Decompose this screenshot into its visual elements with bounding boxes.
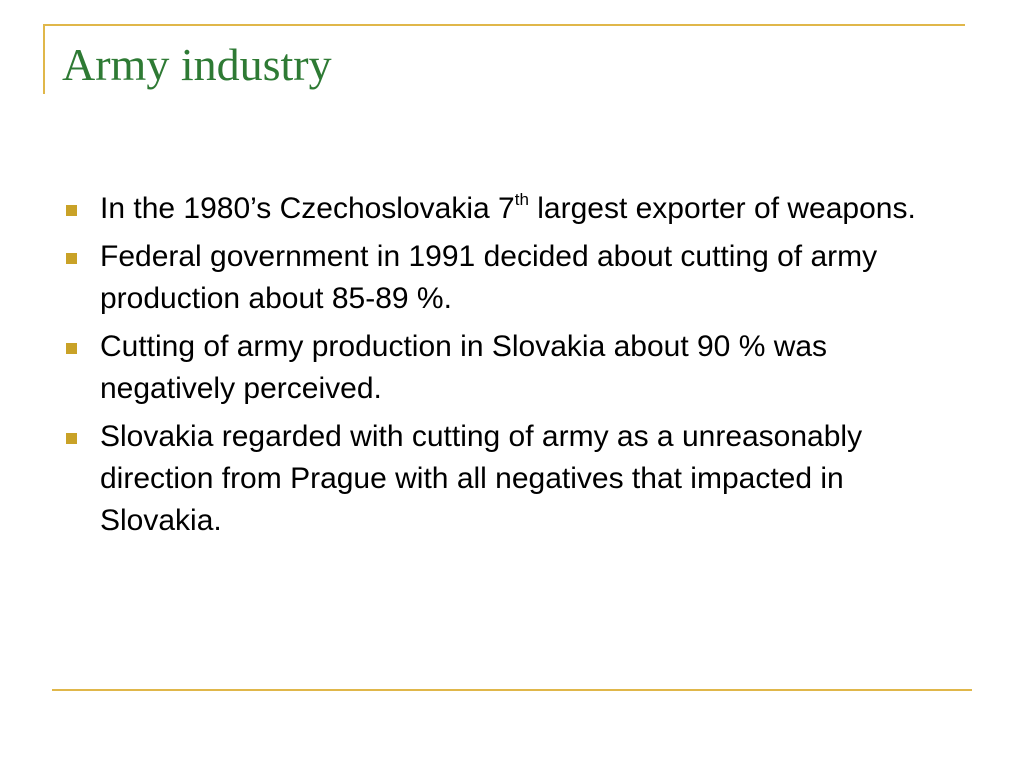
slide-title: Army industry [62,39,332,90]
bullet-item-2 [60,236,950,320]
bullet-list [60,188,950,548]
bullet-text-4: Slovakia regarded with cutting of army as a unreasonably direction from Prague with all negatives that impacted in Slovakia. [100,420,863,537]
bullet-text-1 [100,192,916,225]
square-bullet-icon [66,253,77,264]
square-bullet-icon [66,205,77,216]
top-accent-line [43,24,965,26]
bottom-accent-line [52,689,972,691]
bullet-text-3: Cutting of army production in Slovakia about 90 % was negatively perceived. [100,330,828,405]
bullet-text-2: Federal government in 1991 decided about cutting of army production about 85-89 %. [100,240,878,315]
bullet-text-1-part-b: largest exporter of weapons. [528,192,916,225]
bullet-text-1-part-a: In the 1980’s Czechoslovakia 7 [100,192,515,225]
bullet-item-4 [60,416,950,542]
ordinal-superscript: th [514,190,529,209]
bullet-item-3 [60,326,950,410]
left-accent-line [43,24,45,94]
bullet-item-1 [60,188,950,230]
square-bullet-icon [66,343,77,354]
square-bullet-icon [66,433,77,444]
